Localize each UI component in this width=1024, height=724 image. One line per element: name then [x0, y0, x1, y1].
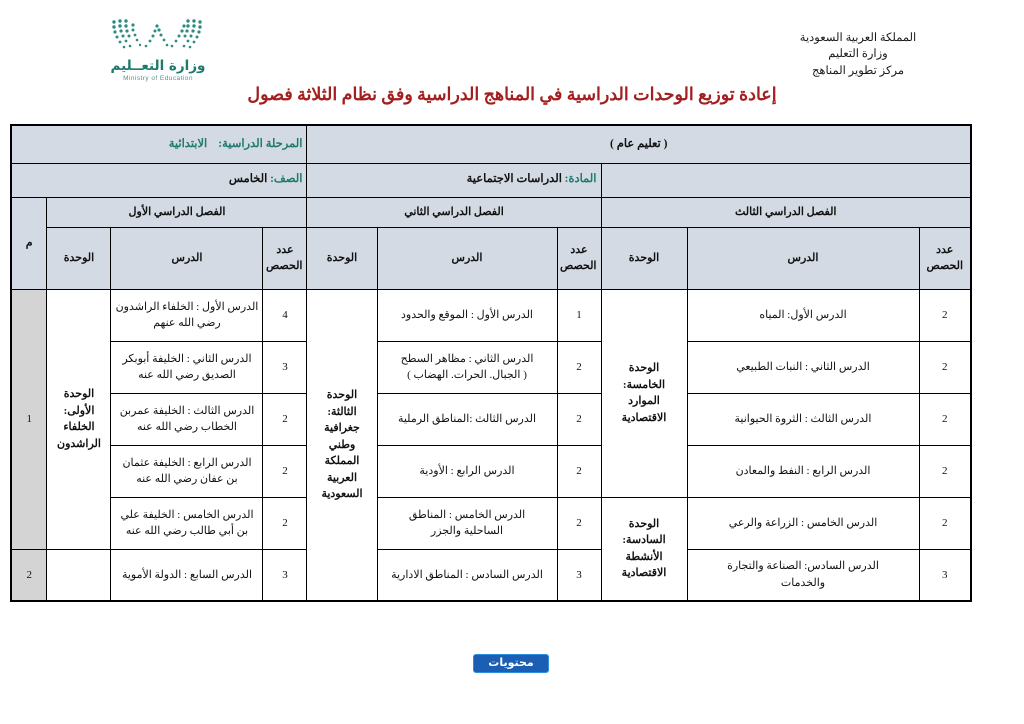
lesson-text-line1: الدرس الخامس : الزراعة والرعي [728, 516, 878, 529]
lesson-text-line2: الخطاب رضي الله عنه [136, 421, 237, 433]
unit-s3-a [601, 289, 687, 497]
count-label-line1: عدد [276, 243, 294, 256]
lesson-s1-l6 [111, 549, 263, 601]
unit-distribution-table [10, 124, 972, 602]
subject-label: المادة: [564, 173, 597, 186]
unit-s2 [307, 289, 377, 601]
unit-line: الوحدة [63, 388, 95, 400]
lesson-text-line1: الدرس الثاني : النبات الطبيعي [736, 360, 870, 373]
table-row-lesson-1 [11, 289, 971, 341]
count-s1-l4: 2 [263, 445, 307, 497]
col-header-unit-s3: الوحدة [601, 227, 687, 289]
count-s2-l2: 2 [557, 341, 601, 393]
unit-line: الموارد [628, 395, 660, 407]
col-header-count-s3 [919, 227, 971, 289]
lesson-s2-l3 [377, 393, 557, 445]
unit-line: الأولى: [63, 404, 95, 417]
stage-label: المرحلة الدراسية: [218, 137, 303, 150]
lesson-s1-l3 [111, 393, 263, 445]
lesson-s3-l6 [687, 549, 919, 601]
lesson-s3-l2 [687, 341, 919, 393]
table-row-column-headers [11, 227, 971, 289]
unit-line: العربية [326, 471, 358, 484]
lesson-s1-l2 [111, 341, 263, 393]
stage-cell [11, 125, 307, 163]
lesson-text-line1: الدرس الرابع : الأودية [419, 464, 515, 477]
lesson-s1-l5 [111, 497, 263, 549]
lesson-s3-l3 [687, 393, 919, 445]
unit-line: الخامسة: [622, 378, 666, 391]
government-identity-block [748, 30, 968, 79]
lesson-text-line1: الدرس الأول : الموقع والحدود [401, 308, 533, 321]
stage-track-cell [307, 125, 971, 163]
count-s2-l3: 2 [557, 393, 601, 445]
count-s2-l1: 1 [557, 289, 601, 341]
empty-left-cell [601, 163, 971, 197]
lesson-text-line1: الدرس السادس: الصناعة والتجارة [727, 560, 879, 573]
subject-value: الدراسات الاجتماعية [466, 173, 562, 186]
count-s3-l2: 2 [919, 341, 971, 393]
lesson-text-line2: الصديق رضي الله عنه [138, 369, 236, 381]
ministry-of-education-logo [98, 16, 218, 90]
page-title: إعادة توزيع الوحدات الدراسية في المناهج الدراسية وفق نظام الثلاثة فصول [247, 84, 777, 104]
table-row-lesson-4 [11, 445, 971, 497]
unit-line: الاقتصادية [621, 411, 667, 424]
lesson-text-line2: الساحلية والجزر [430, 525, 504, 537]
count-s3-l1: 2 [919, 289, 971, 341]
col-header-lesson-s3: الدرس [687, 227, 919, 289]
count-s1-l6: 3 [263, 549, 307, 601]
lesson-text-line1: الدرس الثالث : الخليفة عمربن [119, 404, 255, 417]
grade-value: الخامس [228, 173, 268, 186]
m-value-1: 1 [11, 289, 47, 549]
lesson-s2-l5 [377, 497, 557, 549]
lesson-s2-l4 [377, 445, 557, 497]
unit-line: الراشدون [57, 437, 101, 450]
distribution-table-wrapper [25, 124, 972, 602]
lesson-text-line1: الدرس الرابع : النفط والمعادن [735, 464, 871, 477]
gov-line-center: مركز تطوير المناهج [811, 64, 904, 77]
count-s1-l1: 4 [263, 289, 307, 341]
unit-line: الوحدة [628, 362, 660, 374]
unit-line: الاقتصادية [621, 567, 667, 580]
count-s3-l4: 2 [919, 445, 971, 497]
col-header-count-s1 [263, 227, 307, 289]
count-s1-l3: 2 [263, 393, 307, 445]
grade-label: الصف: [270, 173, 303, 186]
gov-line-ministry: وزارة التعليم [828, 48, 888, 61]
count-label-line1: عدد [936, 243, 954, 256]
lesson-text-line1: الدرس الخامس : المناطق [408, 508, 526, 521]
lesson-s2-l6 [377, 549, 557, 601]
count-s1-l5: 2 [263, 497, 307, 549]
unit-line: الأنشطة [625, 550, 663, 563]
unit-s1-empty [47, 549, 111, 601]
lesson-text-line2: ( الجبال. الحرات. الهضاب ) [407, 369, 527, 381]
gov-line-kingdom: المملكة العربية السعودية [799, 32, 917, 44]
m-column-header: م [11, 197, 47, 289]
table-row-stage-info [11, 125, 971, 163]
semester-3-title: الفصل الدراسي الثالث [601, 197, 971, 227]
unit-line: المملكة [324, 455, 360, 467]
col-header-lesson-s1: الدرس [111, 227, 263, 289]
track-value: ( تعليم عام ) [610, 137, 668, 150]
count-s2-l4: 2 [557, 445, 601, 497]
lesson-text-line1: الدرس الأول : الخلفاء الراشدون [115, 300, 259, 313]
stage-value: الابتدائية [168, 137, 208, 150]
unit-line: الثالثة: [327, 405, 357, 418]
count-label-line2: الحصص [559, 260, 597, 272]
contents-button[interactable]: محتويات [473, 654, 549, 673]
count-label-line2: الحصص [926, 260, 964, 272]
col-header-lesson-s2: الدرس [377, 227, 557, 289]
col-header-unit-s2: الوحدة [307, 227, 377, 289]
unit-s3-b [601, 497, 687, 601]
m-value-2: 2 [11, 549, 47, 601]
lesson-s3-l4 [687, 445, 919, 497]
logo-english-text: Ministry of Education [123, 75, 193, 82]
col-header-unit-s1: الوحدة [47, 227, 111, 289]
count-s3-l3: 2 [919, 393, 971, 445]
table-row-semester-titles [11, 197, 971, 227]
table-row-lesson-2 [11, 341, 971, 393]
lesson-text-line1: الدرس الثالث : الثروة الحيوانية [734, 412, 872, 425]
lesson-text-line1: الدرس الخامس : الخليفة علي [120, 508, 254, 521]
table-row-lesson-5 [11, 497, 971, 549]
count-s1-l2: 3 [263, 341, 307, 393]
unit-line: السعودية [321, 488, 363, 500]
logo-arabic-text: وزارة التعــليم [110, 58, 206, 74]
count-s2-l5: 2 [557, 497, 601, 549]
lesson-text-line2: رضي الله عنهم [153, 317, 221, 329]
lesson-text-line1: الدرس السابع : الدولة الأموية [121, 568, 253, 581]
lesson-text-line1: الدرس الثاني : مظاهر السطح [400, 352, 534, 365]
lesson-text-line1: الدرس الأول: المياه [759, 308, 847, 321]
lesson-text-line1: الدرس الثاني : الخليفة أبوبكر [122, 352, 252, 365]
count-s3-l5: 2 [919, 497, 971, 549]
grade-cell [11, 163, 307, 197]
count-s2-l6: 3 [557, 549, 601, 601]
table-row-lesson-6 [11, 549, 971, 601]
count-s3-l6: 3 [919, 549, 971, 601]
unit-line: الوحدة [326, 389, 358, 401]
semester-1-title: الفصل الدراسي الأول [47, 197, 307, 227]
unit-line: الخلفاء [63, 421, 95, 433]
unit-line: الوحدة [628, 517, 660, 530]
lesson-s3-l1 [687, 289, 919, 341]
document-header [0, 0, 1024, 112]
count-label-line2: الحصص [265, 260, 303, 272]
subject-cell [307, 163, 601, 197]
unit-line: جغرافية [324, 422, 360, 434]
table-row-grade-subject [11, 163, 971, 197]
count-label-line1: عدد [570, 243, 588, 256]
lesson-text-line1: الدرس الثالث :المناطق الرملية [397, 412, 537, 425]
lesson-s3-l5 [687, 497, 919, 549]
lesson-text-line2: بن أبي طالب رضي الله عنه [125, 525, 249, 537]
unit-line: وطني [328, 438, 356, 451]
semester-2-title: الفصل الدراسي الثاني [307, 197, 601, 227]
unit-line: السادسة: [622, 534, 666, 547]
lesson-s1-l1 [111, 289, 263, 341]
lesson-s2-l1 [377, 289, 557, 341]
lesson-s1-l4 [111, 445, 263, 497]
moe-palm-dots-icon [106, 16, 210, 56]
lesson-s2-l2 [377, 341, 557, 393]
lesson-text-line2: والخدمات [780, 576, 826, 589]
lesson-text-line1: الدرس الرابع : الخليفة عثمان [122, 456, 252, 469]
lesson-text-line1: الدرس السادس : المناطق الادارية [391, 568, 543, 581]
lesson-text-line2: بن عفان رضي الله عنه [136, 473, 238, 485]
table-row-lesson-3 [11, 393, 971, 445]
unit-s1 [47, 289, 111, 549]
col-header-count-s2 [557, 227, 601, 289]
